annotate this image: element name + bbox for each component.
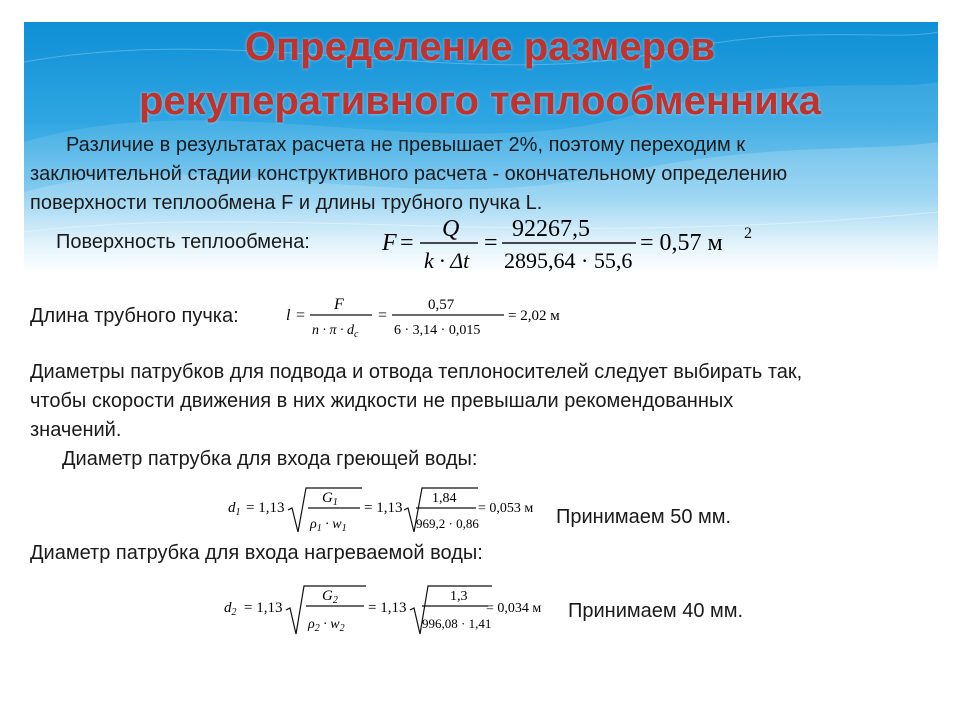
inlet-heated-label: Диаметр патрубка для входа нагреваемой воды: <box>30 542 483 564</box>
svg-text:d2 <box>224 600 237 618</box>
formula-d2 <box>222 580 552 645</box>
formula-num: G <box>322 588 333 604</box>
svg-text:=: = <box>378 307 388 324</box>
formula-sub: 2 <box>314 623 320 634</box>
diameters-line: значений. <box>30 419 122 441</box>
formula-result: = 0,57 м <box>640 230 723 256</box>
formula-num: G <box>322 490 333 506</box>
formula-num: 0,57 <box>428 297 455 313</box>
formula-coef: = 1,13 <box>364 500 403 516</box>
diameters-line: чтобы скорости движения в них жидкости не превышали рекомендованных <box>30 390 734 412</box>
formula-coef: = 1,13 <box>246 500 285 516</box>
formula-sup: 2 <box>744 225 752 242</box>
formula-sub: c <box>354 329 359 340</box>
formula-lhs: F <box>382 230 397 256</box>
svg-text:=: = <box>484 230 498 256</box>
svg-text:=: = <box>296 307 306 324</box>
formula-sub: 1 <box>341 523 347 534</box>
formula-den: k · Δt <box>424 248 470 273</box>
formula-den: ρ <box>310 517 317 532</box>
formula-sub: 2 <box>339 623 345 634</box>
accept-heated: Принимаем 40 мм. <box>568 600 744 622</box>
formula-sub: 1 <box>332 497 338 508</box>
slide-title-line2: рекуперативного теплообменника <box>138 79 821 123</box>
formula-den: 996,08 · 1,41 <box>422 616 492 631</box>
formula-num: 1,3 <box>450 589 468 604</box>
length-label: Длина трубного пучка: <box>30 305 239 327</box>
formula-d1 <box>226 482 536 545</box>
formula-lhs: d <box>224 600 232 616</box>
diameters-paragraph <box>30 358 802 445</box>
formula-den: · w <box>321 517 342 532</box>
intro-line: Различие в результатах расчета не превышает 2%, поэтому переходим к <box>66 134 745 156</box>
formula-result: = 0,034 м <box>486 601 542 616</box>
formula-length <box>282 292 582 347</box>
formula-num: 92267,5 <box>512 216 590 242</box>
inlet-heating-label: Диаметр патрубка для входа греющей воды: <box>62 448 478 470</box>
svg-text:G1 <box>322 490 338 508</box>
formula-den: n · π · d <box>312 323 355 338</box>
formula-coef: = 1,13 <box>368 600 407 616</box>
slide-title-line1: Определение размеров <box>244 25 716 69</box>
formula-sub: 2 <box>332 595 338 606</box>
formula-lhs: l <box>286 307 291 324</box>
formula-num: Q <box>442 216 460 242</box>
surface-label: Поверхность теплообмена: <box>56 231 310 253</box>
formula-sub: 2 <box>231 607 237 618</box>
intro-paragraph <box>30 131 787 218</box>
formula-lhs: d <box>228 500 236 516</box>
svg-text:n · π · dc <box>312 323 359 340</box>
svg-text:=: = <box>400 230 414 256</box>
formula-den: 2895,64 · 55,6 <box>504 248 633 273</box>
svg-text:ρ1 · w1 <box>309 517 347 534</box>
formula-surface <box>378 212 778 281</box>
intro-line: заключительной стадии конструктивного расчета - окончательному определению <box>30 163 788 185</box>
formula-coef: = 1,13 <box>244 600 283 616</box>
formula-sub: 1 <box>235 507 241 518</box>
svg-text:ρ2 · w2 <box>307 617 345 634</box>
intro-line: поверхности теплообмена F и длины трубного пучка L. <box>30 192 543 214</box>
formula-num: F <box>334 296 344 313</box>
diameters-line: Диаметры патрубков для подвода и отвода теплоносителей следует выбирать так, <box>30 361 803 383</box>
formula-den: 6 · 3,14 · 0,015 <box>394 323 481 338</box>
formula-result: = 2,02 м <box>508 308 560 324</box>
accept-heating: Принимаем 50 мм. <box>556 506 732 528</box>
formula-result: = 0,053 м <box>478 501 534 516</box>
svg-text:d1 <box>228 500 241 518</box>
formula-sub: 1 <box>316 523 322 534</box>
formula-den: ρ <box>308 617 315 632</box>
formula-den: 969,2 · 0,86 <box>416 516 479 531</box>
svg-text:G2 <box>322 588 338 606</box>
formula-num: 1,84 <box>432 491 457 506</box>
formula-den: · w <box>319 617 340 632</box>
